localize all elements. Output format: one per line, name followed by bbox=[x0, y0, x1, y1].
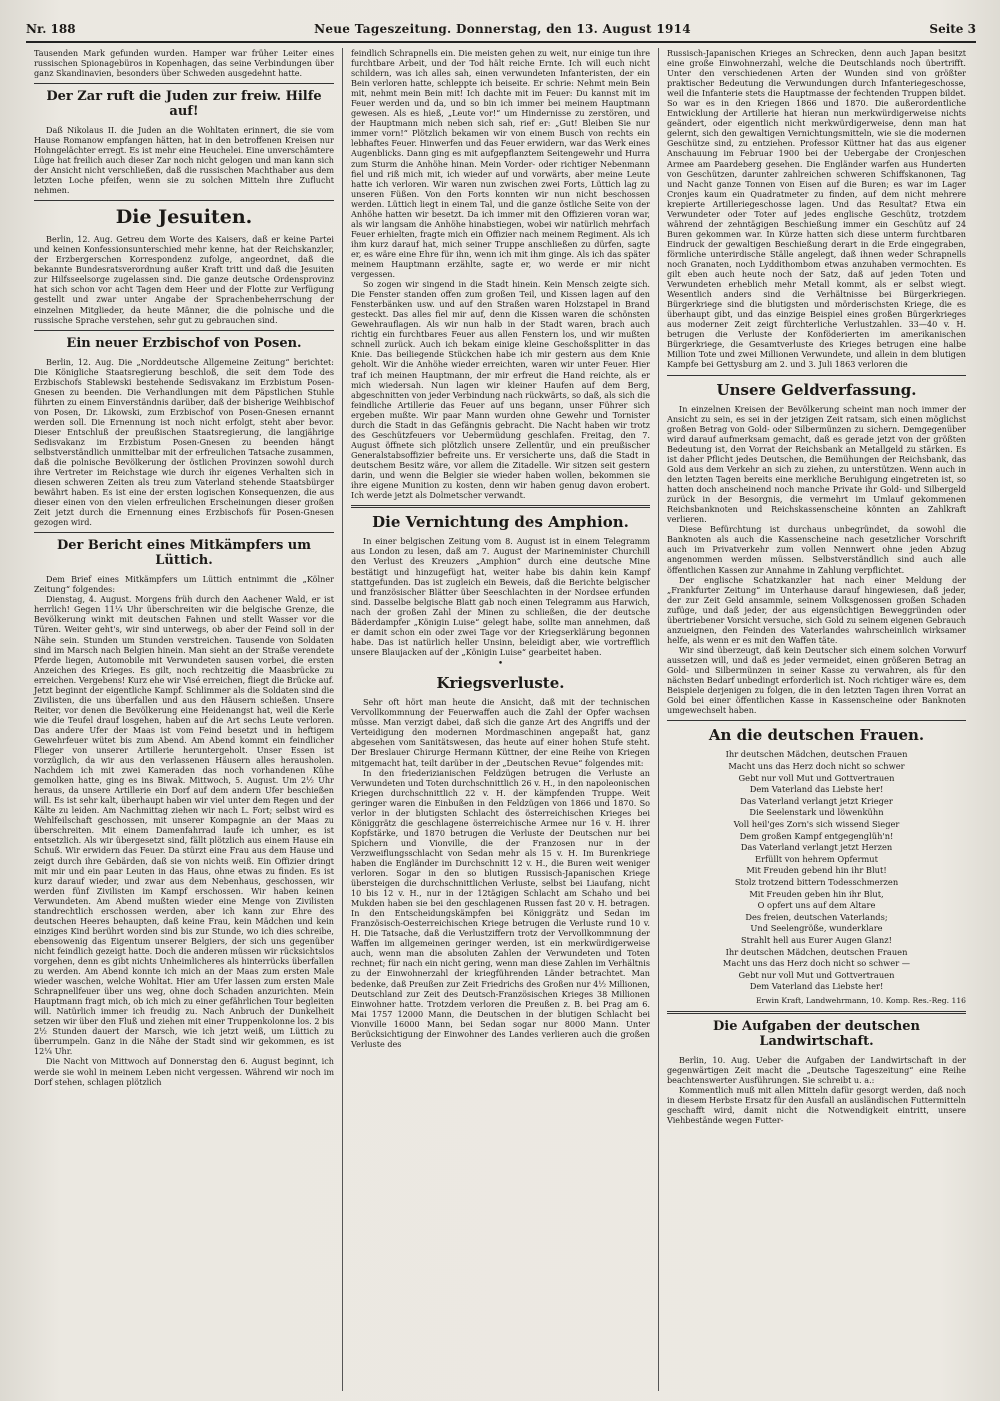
article-zar-juden: Daß Nikolaus II. die Juden an die Wohltaten erinnert, die sie vom Hause Romanow empfangen hätten, hat in den betroffenen Kreisen nur Hohngelächter erregt. Es ist mehr eine Heuchelei. Eine unverschämtere Lüge hat freilich auch dieser Zar noch nicht gelogen und man kann sich der Ansicht nicht verschließen, daß die russischen Machthaber aus dem letzten Loche pfeifen, wenn sie zu solchen Mitteln ihre Zuflucht nehmen. bbox=[34, 125, 334, 196]
article-spionage-end: Tausenden Mark gefunden wurden. Hamper war früher Leiter eines russischen Spionagebüros in Kopenhagen, das seine Verbindungen über ganz Skandinavien, besonders über Schweden ausgedehnt hatte. bbox=[34, 48, 334, 79]
divider bbox=[34, 330, 334, 331]
poem-line: Macht uns das Herz doch nicht so schwer bbox=[728, 761, 905, 772]
poem bbox=[667, 749, 966, 992]
section-star: • bbox=[497, 658, 504, 669]
article-landwirtschaft-body: Kommentlich muß mit allen Mitteln dafür gesorgt werden, daß noch in diesem Herbste Ersatz für den Ausfall an ausländischen Futtermitteln geschafft wird, damit nicht die Notwendigkeit eintritt, unsere Viehbestände wegen Futter- bbox=[667, 1084, 966, 1126]
poem-line: Erfüllt von hehrem Opfermut bbox=[755, 853, 878, 864]
poem-line: O opfert uns auf dem Altare bbox=[757, 900, 876, 911]
poem-signature: Erwin Kraft, Landwehrmann, 10. Komp. Res.-Reg. 116 bbox=[755, 995, 966, 1005]
page-number: Seite 3 bbox=[929, 22, 976, 36]
poem-line: Und Seelengröße, wunderklare bbox=[750, 923, 883, 934]
divider bbox=[34, 200, 334, 201]
poem-line: Stolz trotzend bittern Todesschmerzen bbox=[734, 876, 899, 887]
poem-line: Gebt nur voll Mut und Gottvertrauen bbox=[738, 969, 895, 980]
column-2 bbox=[342, 48, 658, 1391]
poem-line: Strahlt hell aus Eurer Augen Glanz! bbox=[741, 934, 892, 945]
poem-line: Gebt nur voll Mut und Gottvertrauen bbox=[738, 772, 895, 783]
column-1 bbox=[26, 48, 342, 1391]
article-landwirtschaft-intro: Berlin, 10. Aug. Ueber die Aufgaben der Landwirtschaft in der gegenwärtigen Zeit macht die „Deutsche Tageszeitung“ eine Reihe beachtenswerter Ausführungen. Sie schreibt u. a.: bbox=[667, 1054, 966, 1085]
poem-line: Die Seelenstark und löwenkühn bbox=[749, 807, 884, 818]
article-kriegsverluste-body: In den friederizianischen Feldzügen betrugen die Verluste an Verwundeten und Toten durchschnittlich 26 v. H., in den napoleonischen Kriegen durchschnittlich 22 v. H. der kämpfenden Truppe. Weit geringer waren die Einbußen in den Feldzügen von 1866 und 1870. So verlor in der blutigsten Schlacht des österreichischen Krieges bei Königgrätz die geschlagene österreichische Armee nur 16 v. H. ihrer Kopfstärke, und 1870 betrugen die Verluste der Deutschen nur bei Spichern und Vionville, die der Franzosen nur in der Verzweiflungsschlacht von Sedan mehr als 15 v. H. Im Burenkriege haben die Engländer im Durchschnitt 12 v. H., die Buren weit weniger verloren. Sogar in den so blutigen Russisch-Japanischen Kriege übersteigen die durchschnittlichen Verluste, selbst bei Liaufang, nicht 10 bis 12 v. H., nur in der 12tägigen Schlacht am Schaho und bei Mukden haben sie bei den geschlagenen Russen fast 20 v. H. betragen. In den Entscheidungskämpfen bei Königgrätz und Sedan im Französisch-Oesterreichischen Kriege betrugen die Verluste rund 10 v. H. Die Tatsache, daß die Verlustziffern trotz der Vervollkommnung der Waffen im allgemeinen geringer werden, ist ein merkwürdigerweise auch, wenn man die absoluten Zahlen der Verwundeten und Toten rechnet; für nach ein nicht gering, wenn man diese Zahlen im Verhältnis zu der Einwohnerzahl der kriegführenden Länder betrachtet. Man bedenke, daß Preußen zur Zeit Friedrichs des Großen nur 4½ Millionen, Deutschland zur Zeit des Deutsch-Französischen Krieges 38 Millionen Einwohner hatte. Trotzdem verloren die Preußen z. B. bei Prag am 6. Mai 1757 12000 Mann, die Deutschen in der blutigen Schlacht bei Vionville 16000 Mann, bei Sedan sogar nur 8000 Mann. Unter Berücksichtigung der Einwohner des Landes verlieren auch die großen Verluste des bbox=[351, 767, 650, 1049]
poem-line: Mit Freuden gebend hin ihr Blut! bbox=[746, 865, 887, 876]
poem-line: Das Vaterland verlangt jetzt Krieger bbox=[740, 795, 893, 806]
article-kriegsverluste-continued: Russisch-Japanischen Krieges an Schrecken, denn auch Japan besitzt eine große Einwohnerzahl, welche die Deutschlands noch übertrifft. Unter den verschiedenen Arten der Wunden sind von größter praktischer Bedeutung die Verwundungen durch Infanteriegeschosse, weil die Infanterie stets die Hauptmasse der fechtenden Truppen bildet. So war es in den Kriegen 1866 und 1870. Die außerordentliche Entwicklung der Artillerie hat hieran nun merkwürdigerweise nichts geändert, oder eigentlich nicht merkwürdigerweise, denn man hat gelernt, sich den gewaltigen Vernichtungsmitteln, wie sie die modernen Geschütze sind, zu entziehen. Professor Küttner hat das aus eigener Anschauung im Februar 1900 bei der Uebergabe der Cronjeschen Armee am Paardeberg gesehen. Die Engländer warfen aus Hunderten von Geschützen, darunter zahlreichen schweren Schiffskanonen, Tag und Nacht ganze Tonnen von Eisen auf die Buren; es war im Lager Cronjes kaum ein Quadratmeter zu finden, auf dem nicht mehrere krepierte Artilleriegeschosse lagen. Und das Resultat? Etwa ein Verwundeter oder Toter auf jedes englische Geschütz, trotzdem während der zehntägigen Beschießung immer ein Geschütz auf 24 Buren gekommen war. In Kürze hatten sich diese unterm furchtbaren Eindruck der gewaltigen Beschießung derart in die Erde eingegraben, förmliche unterirdische Ställe angelegt, daß ihnen weder Schrapnells noch Granaten, noch Lyddithombom etwas anzuhaben vermochten. Es gilt eben auch heute noch der Satz, daß auf jeden Toten und Verwundeten erheblich mehr Metall kommt, als er selbst wiegt. Wesentlich anders sind die Verhältnisse bei Bürgerkriegen. Bürgerkriege sind die blutigsten und mörderischsten Kriege, die es überhaupt gibt, und das einzige Beispiel eines großen Bürgerkrieges aus moderner Zeit zeigt fürchterliche Verlustzahlen. 33—40 v. H. betrugen die Verluste der Konföderierten im amerikanischen Bürgerkriege, die Gesamtverluste des Krieges betrugen eine halbe Million Tote und zwei Millionen Verwundete, und allein in dem blutigen Kampfe bei Gettysburg am 2. und 3. Juli 1863 verloren die bbox=[667, 48, 966, 370]
article-erzbischof-posen: Berlin, 12. Aug. Die „Norddeutsche Allgemeine Zeitung“ berichtet: Die Königliche Staatsregierung beschloß, die seit dem Tode des Erzbischofs Stablewski bestehende Sedisvakanz im Erzbistum Posen-Gnesen zu beenden. Die Verhandlungen mit dem Päpstlichen Stuhle führten zu einem Einverständnis darüber, daß der bisherige Weihbischof von Posen, Dr. Likowski, zum Erzbischof von Posen-Gnesen ernannt werden soll. Die Ernennung ist noch nicht erfolgt, steht aber bevor. Dieser Entschluß der preußischen Staatsregierung, die langjährige Sedisvakanz im Erzbistum Posen-Gnesen zu beenden hängt selbstverständlich unmittelbar mit der erfreulichen Tatsache zusammen, daß die polnische Bevölkerung der östlichen Provinzen sowohl durch ihre Vertreter im Reichstage wie durch ihr eigenes Verhalten sich in diesen schweren Zeiten als treu zum Vaterland stehende Staatsbürger bewährt haben. Es ist eine der ersten logischen Konsequenzen, die aus dieser einen von den vielen erfreulichen Erscheinungen dieser großen Zeit jetzt durch die Ernennung eines Erzbischofs für Posen-Gnesen gezogen wird. bbox=[34, 356, 334, 528]
article-luettich-night: Die Nacht von Mittwoch auf Donnerstag den 6. August beginnt, ich werde sie wohl in meinem Leben nicht vergessen. Während wir noch im Dorf stehen, schlagen plötzlich bbox=[34, 1056, 334, 1087]
headline-bericht-luettich: Der Bericht eines Mitkämpfers um Lüttich. bbox=[56, 538, 311, 569]
poem-line: Macht uns das Herz doch nicht so schwer — bbox=[722, 958, 911, 969]
poem-line: Das Vaterland verlangt jetzt Herzen bbox=[740, 842, 893, 853]
headline-landwirtschaft: Die Aufgaben der deutschen Landwirtschaft. bbox=[713, 1018, 920, 1049]
headline-kriegsverluste: Kriegsverluste. bbox=[436, 673, 565, 692]
columns bbox=[26, 48, 976, 1391]
divider bbox=[34, 532, 334, 533]
divider bbox=[667, 375, 966, 376]
article-geldverfassung-2: Diese Befürchtung ist durchaus unbegründet, da sowohl die Banknoten als auch die Kassenscheine nach gesetzlicher Vorschrift auch im Privatverkehr zum vollen Nennwert ohne jeden Abzug angenommen werden müssen. Selbstverständlich sind auch alle öffentlichen Kassen zur Annahme in Zahlung verpflichtet. bbox=[667, 524, 966, 575]
article-amphion: In einer belgischen Zeitung vom 8. August ist in einem Telegramm aus London zu lesen, daß am 7. August der Marineminister Churchill den Verlust des Kreuzers „Amphion“ durch eine deutsche Mine bestätigt und hinzugefügt hat, weiter habe bis dahin kein Kampf stattgefunden. Das ist zugleich ein Beweis, daß die Berichte belgischer und französischer Blätter über Seeschlachten in der Nordsee erfunden sind. Dasselbe belgische Blatt gab noch einen Telegramm aus Harwich, nach der großen Zahl der Minen zu schließen, die der deutsche Bäderdampfer „Königin Luise“ gelegt habe, sollte man annehmen, daß er damit schon ein oder zwei Tage vor der Kriegserklärung begonnen habe. Das ist natürlich heller Unsinn, beleidigt aber, wie vortrefflich unsere Blaujacken auf der „Königin Luise“ gearbeitet haben. bbox=[351, 536, 650, 657]
article-geldverfassung-3: Der englische Schatzkanzler hat nach einer Meldung der „Frankfurter Zeitung“ im Unterhause darauf hingewiesen, daß jeder, der zur Zeit Geld ansammle, seinem Volksgenossen großen Schaden zufüge, und daß jeder, der aus eigensüchtigen Beweggründen oder übertriebener Vorsicht versuche, sich Gold zu seinem eigenen Gebrauch anzueignen, den Feinden des Vaterlandes wahrscheinlich wirksamer helfe, als wenn er es mit den Waffen täte. bbox=[667, 574, 966, 645]
article-geldverfassung-1: In einzelnen Kreisen der Bevölkerung scheint man noch immer der Ansicht zu sein, es sei in der jetzigen Zeit ratsam, sich einen möglichst großen Betrag von Gold- oder Silbermünzen zu sichern. Demgegenüber wird darauf aufmerksam gemacht, daß es gerade jetzt von der größten Bedeutung ist, den Vorrat der Reichsbank an Metallgeld zu stärken. Es ist daher Pflicht jedes Deutschen, die Bemühungen der Reichsbank, das Gold aus dem Verkehr an sich zu ziehen, zu unterstützen. Wenn auch in den letzten Tagen bereits eine merkliche Beruhigung eingetreten ist, so hatten doch anscheinend noch manche Private ihr Gold- und Silbergeld zurück in der Besorgnis, die vermehrt im Umlauf gekommenen Reichsbanknoten und Reichskassenscheine könnten an Zahlkraft verlieren. bbox=[667, 403, 966, 525]
poem-line: Ihr deutschen Mädchen, deutschen Frauen bbox=[725, 749, 908, 760]
divider bbox=[667, 1011, 966, 1014]
article-jesuiten: Berlin, 12. Aug. Getreu dem Worte des Kaisers, daß er keine Partei und keinen Konfessionsunterschied mehr kenne, hat der Reichskanzler, der Erzbergerschen Korrespondenz zufolge, angeordnet, daß die bekannte Bundesratsverordnung außer Kraft tritt und daß die Jesuiten zur Hilfsseelsorge zugelassen sind. Die ganze deutsche Ordensprovinz hat sich schon vor acht Tagen dem Heer und der Flotte zur Verfügung gestellt und zwar unter Angabe der Sprachenbeherrschung der einzelnen Mitglieder, da heute Männer, die die polnische und die russische Sprache verstehen, sehr gut zu gebrauchen sind. bbox=[34, 234, 334, 325]
poem-line: Ihr deutschen Mädchen, deutschen Frauen bbox=[725, 946, 908, 957]
headline-erzbischof-posen: Ein neuer Erzbischof von Posen. bbox=[66, 335, 302, 351]
newspaper-dateline: Neue Tageszeitung. Donnerstag, den 13. August 1914 bbox=[314, 22, 691, 36]
poem-line: Dem großen Kampf entgegenglüh'n! bbox=[739, 830, 894, 841]
headline-zar-juden: Der Zar ruft die Juden zur freiw. Hilfe auf! bbox=[46, 89, 322, 120]
poem-line: Dem Vaterland das Liebste her! bbox=[749, 981, 884, 992]
headline-jesuiten: Die Jesuiten. bbox=[115, 206, 253, 229]
poem-line: Dem Vaterland das Liebste her! bbox=[749, 784, 884, 795]
article-geldverfassung-4: Wir sind überzeugt, daß kein Deutscher sich einem solchen Vorwurf aussetzen will, und daß es jeder vermeidet, einen größeren Betrag an Gold- und Silbermünzen in seiner Kasse zu verwahren, als für den nächsten Bedarf unbedingt erforderlich ist. Noch richtiger wäre es, dem Beispiele derjenigen zu folgen, die in den letzten Tagen ihren Vorrat an Gold bei einer öffentlichen Kasse in Kassenscheine oder Banknoten umgewechselt haben. bbox=[667, 644, 966, 716]
article-luettich-stadt: So zogen wir singend in die Stadt hinein. Kein Mensch zeigte sich. Die Fenster standen offen zum großen Teil, und Kissen lagen auf den Fensterbänken usw. und auf den Straßen waren Holzstapel in Brand gesteckt. Das alles fiel mir auf, denn die Kissen waren die schönsten Gewehrauflagen. Als wir nun halb in der Stadt waren, brach auch richtig ein furchtbares Feuer aus allen Fenstern los, und wir mußten schnell zurück. Auch ich bekam einige kleine Geschoßsplitter in das Knie. Das beiliegende Stückchen habe ich mir gestern aus dem Knie geholt. Wir die Anhöhe wieder erreichten, waren wir unter Feuer. Hier traf ich meinen Hauptmann, der mir erfreut die Hand reichte, als er mich wiedersah. Nun lagen wir kleiner Haufen auf dem Berg, abgeschnitten von jeder Verbindung nach rückwärts, so daß, als sich die feindliche Artillerie das Feuer auf uns begann, unser Führer sich ergeben mußte. Wir paar Mann wurden ohne Gewehr und Tornister durch die Stadt in das Gefängnis gebracht. Die Nacht haben wir trotz des Geschützfeuers vor Uebermüdung geschlafen. Freitag, den 7. August öffnete sich plötzlich unsere Zellentür, und ein preußischer Generalstabsoffizier befreite uns. Er versicherte uns, daß die Stadt in deutschem Besitz wäre, vor allem die Zitadelle. Wir sitzen seit gestern darin, und wenn die Belgier sie wieder haben wollen, bekommen sie ihre eigene Munition zu kosten, denn wir haben genug davon erobert. Ich werde jetzt als Dolmetscher verwandt. bbox=[351, 279, 650, 501]
article-luettich-body: Dienstag, 4. August. Morgens früh durch den Aachener Wald, er ist herrlich! Gegen 11¼ Uhr überschreiten wir die belgische Grenze, die Bevölkerung winkt mit deutschen Fahnen und stellt Wasser vor die Türen. Weiter geht's, wir sind unterwegs, ob aber der Feind soll in der Nähe sein. Stunden um Stunden verstreichen. Tausende von Soldaten sind im Marsch nach Belgien hinein. Man sieht an der Straße verendete Pferde liegen, Automobile mit Verwundeten sausen vorbei, die ersten Anzeichen des Krieges. Es gilt, noch rechtzeitig die Maasbrücke zu erreichen. Vergebens! Kurz ehe wir Visé erreichen, fliegt die Brücke auf. Jetzt beginnt der eigentliche Kampf. Schlimmer als die Soldaten sind die Zivilisten, die uns überfallen und aus den Häusern schießen. Unsere Reiter, vor denen die Bevölkerung eine Heidenangst hat, weil die Kerle wie die Teufel drauf losgehen, haben auf die Art sechs Leute verloren. Das andere Ufer der Maas ist vom Feind besetzt und in heftigem Gewehrfeuer wütet bis zum Abend. Am Abend kommt ein feindlicher Flieger von unserer Artillerie heruntergeholt. Unser Essen ist vorzüglich, da wir aus den verlassenen Häusern alles herausholen. Nachdem ich mit zwei Kameraden das noch vorhandenen Kühe gemolken hatte, ging es ins Biwak. Mittwoch, 5. August. Um 2½ Uhr heraus, da unsere Artillerie ein Dorf auf dem andern Ufer beschießen will. Es ist sehr kalt, überhaupt haben wir viel unter dem Regen und der Kälte zu leiden. Am Nachmittag ziehen wir nach L. Fort; selbst wird es Wehlfeilschaft geschossen, mit unserer Kompagnie an der Maas zu überschreiten. Mit einem Damenfahrrad laufe ich umher, es ist entsetzlich. Als wir übergesetzt sind, fällt plötzlich aus einem Hause ein Schuß. Wir erwidern das Feuer. Da stürzt eine Frau aus dem Hause und zeigt durch ihre Gebärden, daß sie von nichts weiß. Ein Offizier dringt mit mir und ein paar Leuten in das Haus, ohne etwas zu finden. Es ist kurz darauf wieder, und zwar aus dem Nebenhaus, geschossen, wir werden fünf Zivilisten im Kampf erschossen. Wir haben keinen Verwundeten. Am Abend mußten wieder eine Menge von Zivilisten standrechtlich erschossen werden, aber ich kann zur Ehre des deutschen Heeres behaupten, daß keine Frau, kein Mädchen und kein einziges Kind berührt worden sind bis zur Stunde, wo ich dies schreibe, ebensowenig das Eigentum unserer Belgiers, der sich uns gegenüber nicht feindlich gezeigt hatte. Doch die anderen müssen wir rücksichtslos vorgehen, denn es gibt nichts Unheimlicheres als hinterrücks überfallen zu werden. Am Abend konnte ich mich an der Maas zum ersten Male wieder waschen, welche Wohltat. Hier am Ufer lassen zum ersten Male Schrapnellfeuer über uns weg, ohne doch Schaden anzurichten. Mein Hauptmann fragt mich, ob ich mich zu einer gefährlichen Tour begleiten will. Natürlich immer ich freudig zu. Nach Anbruch der Dunkelheit setzen wir über den Fluß und ziehen mit einer Truppenkolonne los. 2 bis 2½ Stunden dauert der Marsch, wie ich jetzt weiß, um Lüttich zu überrumpeln. Ganz in die Nähe der Stadt sind wir gekommen, es ist 12¼ Uhr. bbox=[34, 594, 334, 1057]
headline-deutsche-frauen: An die deutschen Frauen. bbox=[708, 726, 925, 745]
column-3 bbox=[658, 48, 974, 1391]
headline-geldverfassung: Unsere Geldverfassung. bbox=[716, 380, 917, 399]
masthead bbox=[26, 22, 976, 43]
article-luettich-intro: Dem Brief eines Mitkämpfers um Lüttich entnimmt die „Kölner Zeitung“ folgendes: bbox=[34, 574, 334, 595]
divider bbox=[351, 505, 650, 508]
poem-line: Des freien, deutschen Vaterlands; bbox=[745, 911, 888, 922]
poem-line: Mit Freuden geben hin ihr Blut, bbox=[749, 888, 884, 899]
headline-amphion: Die Vernichtung des Amphion. bbox=[372, 513, 629, 532]
issue-number: Nr. 188 bbox=[26, 22, 76, 36]
article-kriegsverluste-intro: Sehr oft hört man heute die Ansicht, daß mit der technischen Vervollkommnung der Feuerwaffen auch die Zahl der Opfer wachsen müsse. Man verzigt dabei, daß sich die ganze Art des Angriffs und der Verteidigung den modernen Mordmaschinen angepaßt hat, ganz abgesehen vom Sanitätswesen, das heute auf einer hohen Stufe steht. Der Breslauer Chirurge Hermann Küttner, der eine Reihe von Kriegen mitgemacht hat, teilt darüber in der „Deutschen Revue“ folgendes mit: bbox=[351, 697, 650, 768]
divider bbox=[667, 720, 966, 721]
divider bbox=[34, 83, 334, 84]
article-luettich-continued: feindlich Schrapnells ein. Die meisten gehen zu weit, nur einige tun ihre furchtbare Arbeit, und der Tod hält reiche Ernte. Ich will euch nicht schildern, was ich alles sah, einen verwundeten Infanteristen, der ein Bein verloren hatte, schleppte ich beiseite. Er schrie: Nehmt mein Bein mit, nehmt mein Bein mit! Ich dachte mit im Feuer: Du kannst mit im Feuer werden und da, und so bin ich immer bei meinem Hauptmann gewesen. Als es hieß, „Leute vor!“ um Hindernisse zu zerstören, und der Hauptmann mich neben sich sah, rief er: „Gut! Bleiben Sie nur immer vorn!“ Plötzlich bekamen wir von einem Busch von rechts ein lebhaftes Feuer. Hinwerfen und das Feuer erwidern, war das Werk eines Augenblicks. Dann ging es mit aufgepflanztem Seitengewehr und Hurra zum Sturm die Anhöhe hinan. Mein Vorder- oder richtiger Nebenmann fiel und riß mich mit, ich wieder auf und vorwärts, aber meine Leute hatte ich verloren. Wir waren nun zwischen zwei Forts, Lüttich lag zu unseren Füßen. Von den Forts konnten wir nun nicht beschossen werden. Lüttich liegt in einem Tal, und die ganze östliche Seite von der Anhöhe hatten wir besetzt. Da ich immer mit den Offizieren voran war, als wir langsam die Anhöhe hinabstiegen, wobei wir natürlich mehrfach Feuer erhielten, fragte mich ein Offizier nach meinem Regiment. Als ich ihm kurz darauf hat, mich seiner Truppe anschließen zu dürfen, sagte er, es wäre eine Ehre für ihn, wenn ich mit ihm ginge. Als ich das später meinem Hauptmann erzählte, sagte er, wo werde er mir nicht vergessen. bbox=[351, 48, 650, 280]
poem-line: Voll heil'ges Zorn's sich wissend Sieger bbox=[733, 819, 900, 830]
